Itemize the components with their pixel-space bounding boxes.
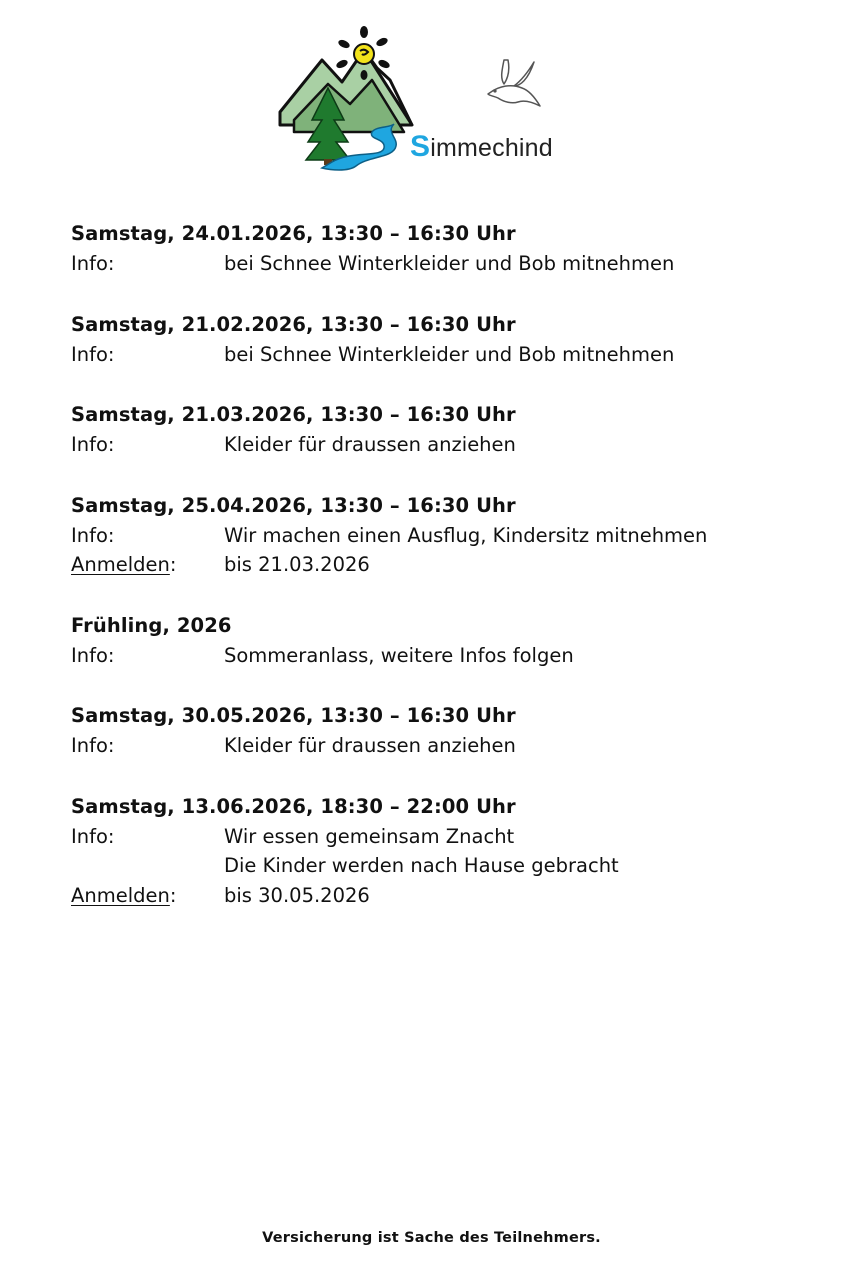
event-detail-label xyxy=(71,430,224,460)
event-title: Samstag, 25.04.2026, 13:30 – 16:30 Uhr xyxy=(71,493,516,517)
event-title: Samstag, 13.06.2026, 18:30 – 22:00 Uhr xyxy=(71,794,516,818)
label-suffix: : xyxy=(169,883,177,907)
label-text: Info: xyxy=(71,643,115,667)
event-detail-label xyxy=(71,641,224,671)
event-title: Samstag, 30.05.2026, 13:30 – 16:30 Uhr xyxy=(71,704,516,727)
event-detail-row xyxy=(71,731,831,761)
event-detail-label xyxy=(71,340,224,370)
label-text: Info: xyxy=(71,824,115,848)
event-detail-line: Wir essen gemeinsam Znacht xyxy=(224,824,515,848)
event-detail-row xyxy=(71,881,831,911)
logo-wordmark xyxy=(410,130,553,164)
simmechind-logo xyxy=(272,20,582,180)
logo-text: immechind xyxy=(430,134,553,162)
label-underlined-text: Anmelden xyxy=(71,553,170,576)
event-detail-value xyxy=(224,249,831,279)
event-detail-label xyxy=(71,822,224,881)
event-title: Frühling, 2026 xyxy=(71,613,232,637)
event-detail-value xyxy=(224,550,831,580)
event-item xyxy=(71,701,831,761)
event-title: Samstag, 21.02.2026, 13:30 – 16:30 Uhr xyxy=(71,312,516,336)
event-detail-value xyxy=(224,340,831,370)
event-detail-value xyxy=(224,822,831,881)
event-detail-line: bis 21.03.2026 xyxy=(224,553,370,576)
event-detail-line: Die Kinder werden nach Hause gebracht xyxy=(224,854,619,877)
event-detail-row xyxy=(71,822,831,881)
event-detail-line: bis 30.05.2026 xyxy=(224,883,370,907)
dove-icon xyxy=(488,60,540,106)
event-detail-row xyxy=(71,249,831,279)
event-item xyxy=(71,400,831,460)
event-list xyxy=(71,219,831,941)
event-detail-value xyxy=(224,881,831,911)
event-item xyxy=(71,219,831,279)
footer-note: Versicherung ist Sache des Teilnehmers. xyxy=(262,1230,601,1246)
event-detail-label xyxy=(71,731,224,761)
event-detail-line: bei Schnee Winterkleider und Bob mitnehmen xyxy=(224,342,675,366)
label-suffix: : xyxy=(169,553,177,576)
event-detail-value xyxy=(224,521,831,551)
event-detail-line: Kleider für draussen anziehen xyxy=(224,734,516,757)
label-text: Info: xyxy=(71,252,115,275)
event-item xyxy=(71,792,831,911)
event-detail-value xyxy=(224,430,831,460)
event-detail-row xyxy=(71,430,831,460)
event-detail-row xyxy=(71,641,831,671)
logo-s-letter: S xyxy=(410,130,431,163)
event-detail-row xyxy=(71,550,831,580)
label-underlined-text: Anmelden xyxy=(71,883,170,907)
event-detail-label xyxy=(71,249,224,279)
event-title: Samstag, 21.03.2026, 13:30 – 16:30 Uhr xyxy=(71,403,516,426)
event-detail-label xyxy=(71,881,224,911)
event-item xyxy=(71,310,831,370)
event-detail-row xyxy=(71,340,831,370)
event-detail-line: Wir machen einen Ausflug, Kindersitz mitnehmen xyxy=(224,523,708,547)
event-item xyxy=(71,611,831,671)
event-detail-line: Kleider für draussen anziehen xyxy=(224,433,516,456)
event-item xyxy=(71,491,831,580)
label-text: Info: xyxy=(71,342,115,366)
label-text: Info: xyxy=(71,433,115,456)
event-detail-value xyxy=(224,731,831,761)
event-detail-row xyxy=(71,521,831,551)
event-detail-value xyxy=(224,641,831,671)
label-text: Info: xyxy=(71,523,115,547)
event-detail-line: bei Schnee Winterkleider und Bob mitnehmen xyxy=(224,252,675,275)
event-detail-label xyxy=(71,521,224,551)
event-title: Samstag, 24.01.2026, 13:30 – 16:30 Uhr xyxy=(71,222,516,245)
event-detail-label xyxy=(71,550,224,580)
label-text: Info: xyxy=(71,734,115,757)
event-detail-line: Sommeranlass, weitere Infos folgen xyxy=(224,643,574,667)
